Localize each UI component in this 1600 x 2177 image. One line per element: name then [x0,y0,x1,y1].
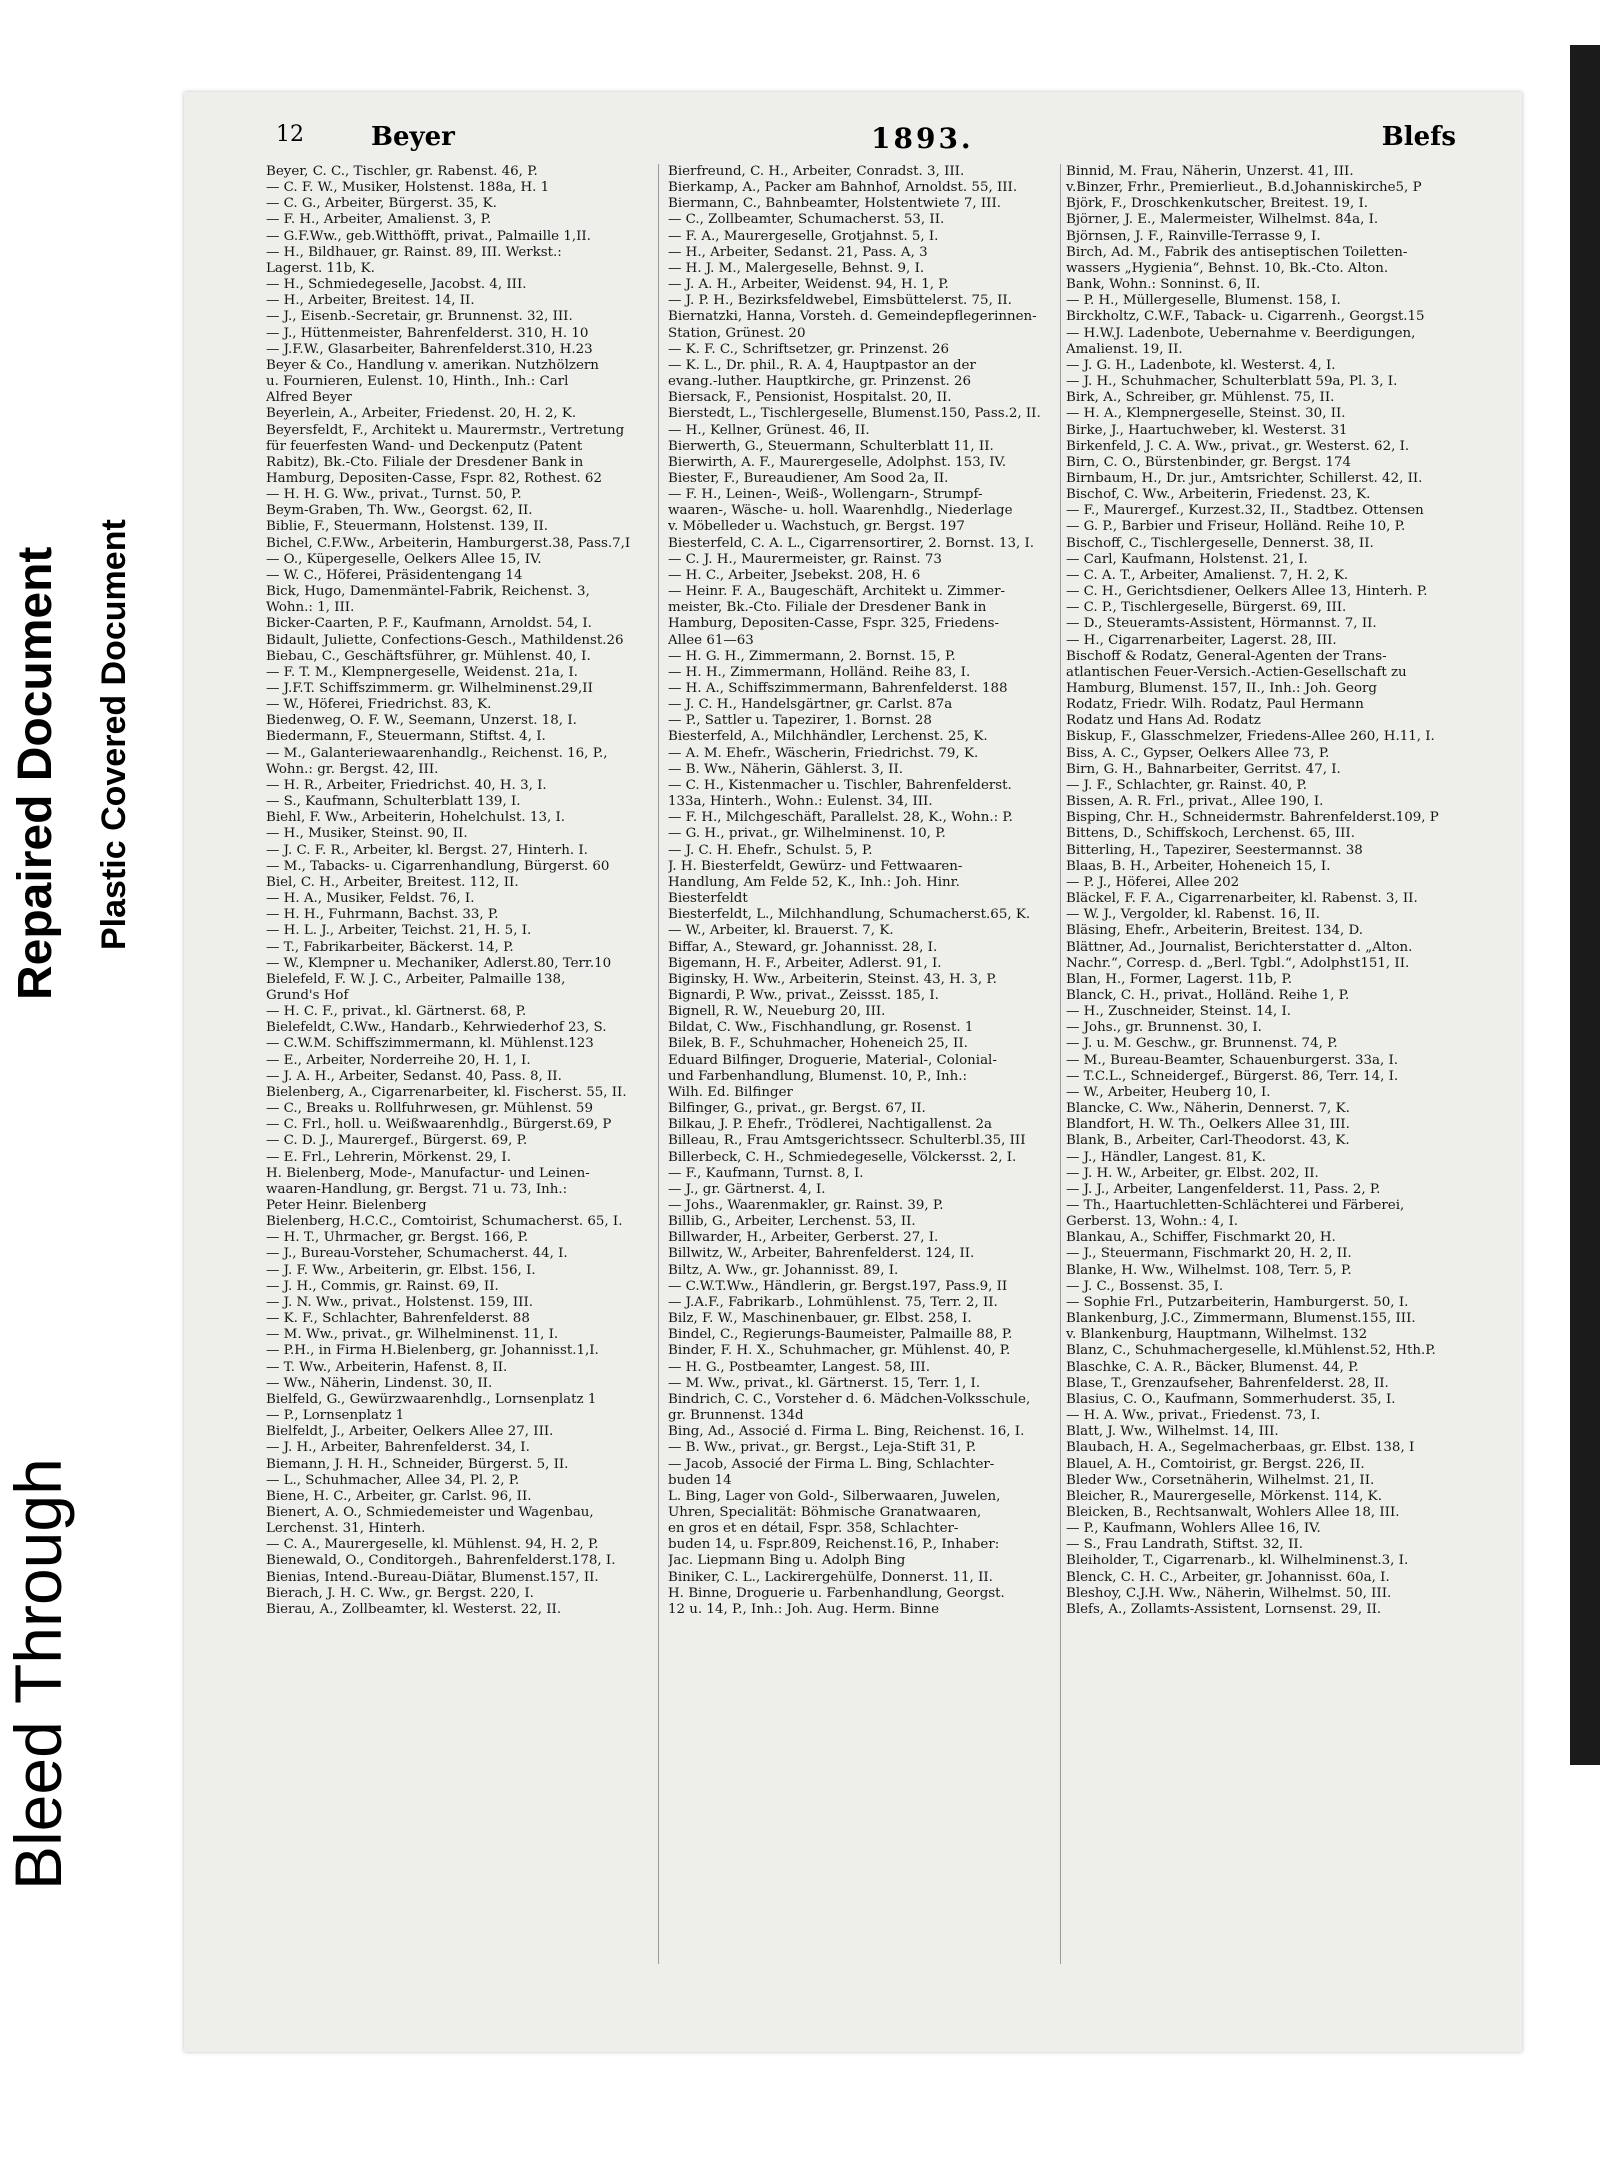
directory-entry-line: Wohn.: 1, III. [266,600,355,616]
directory-entry-line: Bielfeld, G., Gewürzwaarenhdlg., Lornsenplatz 1 [266,1391,597,1407]
directory-entry-line: — H., Arbeiter, Breitest. 14, II. [266,293,475,309]
directory-entry-line: Lerchenst. 31, Hinterh. [266,1521,426,1537]
directory-entry-line: Station, Grünest. 20 [668,325,806,341]
directory-entry-line: — J. C. H. Ehefr., Schulst. 5, P. [668,842,873,858]
directory-entry-line: Eduard Bilfinger, Droguerie, Material-, Colonial- [668,1052,997,1068]
directory-entry-line: Biehl, F. Ww., Arbeiterin, Hohelchulst. 13, I. [266,810,566,826]
directory-entry-line: Hamburg, Blumenst. 157, II., Inh.: Joh. Georg [1066,681,1378,696]
directory-entry-line: — J. u. M. Geschw., gr. Brunnenst. 74, P. [1066,1036,1338,1052]
directory-entry-line: Birn, G. H., Bahnarbeiter, Gerritst. 47, I. [1066,761,1341,777]
directory-entry-line: — H. H., Fuhrmann, Bachst. 33, P. [266,907,499,923]
directory-entry-line: 133a, Hinterh., Wohn.: Eulenst. 34, III. [668,794,933,810]
directory-entry-line: — D., Steueramts-Assistent, Hörmannst. 7, II. [1066,616,1377,632]
directory-entry-line: — C. A. T., Arbeiter, Amalienst. 7, H. 2, K. [1066,567,1349,583]
directory-entry-line: Blaas, B. H., Arbeiter, Hoheneich 15, I. [1066,858,1331,874]
directory-entry-line: Alfred Beyer [266,390,352,406]
directory-entry-line: Bilfinger, G., privat., gr. Bergst. 67, II. [668,1101,926,1117]
directory-entry-line: — J., Steuermann, Fischmarkt 20, H. 2, II. [1066,1246,1352,1262]
directory-entry-line: — F. T. M., Klempnergeselle, Weidenst. 21a, I. [266,664,578,680]
directory-entry-line: Biskup, F., Glasschmelzer, Friedens-Allee 260, H.11, I. [1066,729,1435,745]
directory-entry-line: Beyer & Co., Handlung v. amerikan. Nutzhölzern [266,357,599,373]
directory-entry-line: — F. H., Arbeiter, Amalienst. 3, P. [266,212,492,228]
directory-entry-line: — P., Sattler u. Tapezirer, 1. Bornst. 28 [668,713,932,729]
page-header [276,122,1456,162]
directory-entry-line: Bidault, Juliette, Confections-Gesch., Mathildenst.26 [266,632,624,648]
directory-entry-line: Bignardi, P. Ww., privat., Zeissst. 185, I. [668,987,939,1003]
directory-entry-line: Rodatz, Friedr. Wilh. Rodatz, Paul Hermann [1066,697,1364,713]
directory-entry-line: — B. Ww., privat., gr. Bergst., Leja-Stift 31, P. [668,1440,977,1456]
directory-entry-line: Binnid, M. Frau, Näherin, Unzerst. 41, III. [1066,164,1354,179]
directory-entry-line: Bielefeld, F. W. J. C., Arbeiter, Palmaille 138, [266,971,566,987]
directory-entry-line: — E. Frl., Lehrerin, Mörkenst. 29, I. [266,1149,511,1165]
directory-entry-line: — J.A.F., Fabrikarb., Lohmühlenst. 75, Terr. 2, II. [668,1294,998,1310]
directory-entry-line: und Farbenhandlung, Blumenst. 10, P., Inh.: [668,1068,968,1084]
directory-entry-line: — Johs., Waarenmakler, gr. Rainst. 39, P. [668,1198,944,1213]
directory-entry-line: Birkenfeld, J. C. A. Ww., privat., gr. Westerst. 62, I. [1066,438,1410,454]
directory-entry-line: Blanke, H. Ww., Wilhelmst. 108, Terr. 5, P. [1066,1262,1352,1278]
directory-entry-line: — P. J., Höferei, Allee 202 [1066,874,1240,890]
directory-page [184,92,1522,2052]
directory-entry-line: — F., Kaufmann, Turnst. 8, I. [668,1165,864,1181]
directory-entry-line: — H. L. J., Arbeiter, Teichst. 21, H. 5, I. [266,923,532,939]
directory-entry-line: — A. M. Ehefr., Wäscherin, Friedrichst. 79, K. [668,745,979,761]
directory-entry-line: — S., Frau Landrath, Stiftst. 32, II. [1066,1537,1303,1553]
directory-entry-line: — M. Ww., privat., gr. Wilhelminenst. 11, I. [266,1327,559,1343]
directory-entry-line: v. Möbelleder u. Wachstuch, gr. Bergst. 197 [668,519,965,535]
directory-entry-line: Blandfort, H. W. Th., Oelkers Allee 31, III. [1066,1117,1350,1133]
directory-entry-line: — S., Kaufmann, Schulterblatt 139, I. [266,794,521,810]
directory-entry-line: 12 u. 14, P., Inh.: Joh. Aug. Herm. Binne [668,1601,940,1617]
directory-entry-line: Blauel, A. H., Comtoirist, gr. Bergst. 226, II. [1066,1456,1365,1472]
directory-entry-line: — C. P., Tischlergeselle, Bürgerst. 69, III. [1066,600,1347,616]
directory-entry-line: Bichel, C.F.Ww., Arbeiterin, Hamburgerst.38, Pass.7,I [266,535,631,551]
directory-entry-line: Bindel, C., Regierungs-Baumeister, Palmaille 88, P. [668,1327,1013,1343]
directory-entry-line: — F., Maurergef., Kurzest.32, II., Stadtbez. Ottensen [1066,503,1424,519]
directory-entry-line: Blefs, A., Zollamts-Assistent, Lornsenst. 29, II. [1066,1601,1382,1617]
directory-entry-line: — P., Lornsenplatz 1 [266,1408,405,1424]
repaired-document-label: Repaired Document [9,546,62,1000]
directory-entry-line: Bienert, A. O., Schmiedemeister und Wagenbau, [266,1504,594,1520]
directory-entry-line: — T., Fabrikarbeiter, Bäckerst. 14, P. [266,939,514,955]
directory-entry-line: Biester, F., Bureaudiener, Am Sood 2a, II. [668,470,949,486]
directory-entry-line: Gerberst. 13, Wohn.: 4, I. [1066,1214,1239,1230]
directory-entry-line: Biesterfeld, C. A. L., Cigarrensortirer, 2. Bornst. 13, I. [668,535,1035,551]
directory-entry-line: Peter Heinr. Bielenberg [266,1198,427,1213]
directory-entry-line: — C. G., Arbeiter, Bürgerst. 35, K. [266,196,497,212]
directory-entry-line: Hamburg, Depositen-Casse, Fspr. 82, Rothest. 62 [266,470,602,486]
directory-entry-line: Beyer, C. C., Tischler, gr. Rabenst. 46, P. [266,164,538,179]
directory-entry-line: — C.W.M. Schiffszimmermann, kl. Mühlenst.123 [266,1036,594,1052]
directory-entry-line: — J. G. H., Ladenbote, kl. Westerst. 4, I. [1066,357,1336,373]
directory-entry-line: — H., Musiker, Steinst. 90, II. [266,826,468,842]
directory-entry-line: Bischoff & Rodatz, General-Agenten der Trans- [1066,648,1387,664]
directory-entry-line: Jac. Liepmann Bing u. Adolph Bing [668,1553,906,1569]
directory-entry-line: Bissen, A. R. Frl., privat., Allee 190, I. [1066,794,1324,810]
directory-entry-line: — C.W.T.Ww., Händlerin, gr. Bergst.197, Pass.9, II [668,1278,1008,1294]
directory-entry-line: Blancke, C. Ww., Näherin, Dennerst. 7, K. [1066,1101,1350,1117]
directory-entry-line: — J. F., Schlachter, gr. Rainst. 40, P. [1066,777,1308,793]
directory-entry-line: Billib, G., Arbeiter, Lerchenst. 53, II. [668,1214,916,1230]
plastic-covered-label: Plastic Covered Document [95,519,133,950]
directory-entry-line: Blaubach, H. A., Segelmacherbaas, gr. Elbst. 138, I [1066,1440,1415,1456]
directory-entry-line: Bierwirth, A. F., Maurergeselle, Adolphst. 153, IV. [668,454,1007,470]
directory-entry-line: gr. Brunnenst. 134d [668,1408,804,1424]
directory-entry-line: wassers „Hygienia“, Behnst. 10, Bk.-Cto. Alton. [1066,260,1389,276]
directory-entry-line: — K. F., Schlachter, Bahrenfelderst. 88 [266,1311,530,1327]
directory-entry-line: Biginsky, H. Ww., Arbeiterin, Steinst. 43, H. 3, P. [668,971,997,987]
directory-entry-line: Beyersfeldt, F., Architekt u. Maurermstr., Vertretung [266,422,625,438]
directory-column-2 [668,164,1048,1618]
directory-entry-line: Binder, F. H. X., Schuhmacher, gr. Mühlenst. 40, P. [668,1343,1011,1359]
directory-entry-line: Billwarder, H., Arbeiter, Gerberst. 27, I. [668,1230,939,1246]
directory-entry-line: Bierau, A., Zollbeamter, kl. Westerst. 22, II. [266,1601,562,1617]
directory-entry-line: — W. C., Höferei, Präsidentengang 14 [266,567,523,583]
directory-entry-line: — G.F.Ww., geb.Witthöfft, privat., Palmaille 1,II. [266,228,591,244]
directory-entry-line: Birke, J., Haartuchweber, kl. Westerst. 31 [1066,422,1348,438]
directory-entry-line: Bierstedt, L., Tischlergeselle, Blumenst.150, Pass.2, II. [668,406,1041,422]
directory-entry-line: — W., Arbeiter, Heuberg 10, I. [1066,1084,1271,1100]
header-year: 1893. [871,122,974,155]
directory-entry-line: Bitterling, H., Tapezirer, Seestermannst. 38 [1066,842,1363,858]
directory-entry-line: — P. H., Müllergeselle, Blumenst. 158, I. [1066,293,1341,309]
directory-entry-line: Bleder Ww., Corsetnäherin, Wilhelmst. 21, II. [1066,1472,1375,1488]
directory-entry-line: Rabitz), Bk.-Cto. Filiale der Dresdener Bank in [266,454,584,470]
directory-entry-line: Bierfreund, C. H., Arbeiter, Conradst. 3, III. [668,164,965,179]
directory-entry-line: Biblie, F., Steuermann, Holstenst. 139, II. [266,519,549,535]
directory-entry-line: — F. A., Maurergeselle, Grotjahnst. 5, I. [668,228,939,244]
directory-entry-line: — C. D. J., Maurergef., Bürgerst. 69, P. [266,1133,528,1149]
directory-entry-line: Bignell, R. W., Neueburg 20, III. [668,1004,886,1020]
directory-entry-line: Billwitz, W., Arbeiter, Bahrenfelderst. 124, II. [668,1246,975,1262]
directory-entry-line: — J., Eisenb.-Secretair, gr. Brunnenst. 32, III. [266,309,573,325]
directory-entry-line: Lagerst. 11b, K. [266,260,375,276]
directory-entry-line: — H. G. H., Zimmermann, 2. Bornst. 15, P. [668,648,956,664]
directory-entry-line: — W. J., Vergolder, kl. Rabenst. 16, II. [1066,907,1320,923]
directory-entry-line: — H., Zuschneider, Steinst. 14, I. [1066,1004,1292,1020]
directory-entry-line: H. Bielenberg, Mode-, Manufactur- und Leinen- [266,1165,590,1181]
directory-entry-line: Amalienst. 19, II. [1066,341,1183,357]
directory-entry-line: Blenck, C. H. C., Arbeiter, gr. Johannisst. 60a, I. [1066,1569,1390,1585]
directory-entry-line: — J., Bureau-Vorsteher, Schumacherst. 44, I. [266,1246,568,1262]
directory-entry-line: — F. H., Milchgeschäft, Parallelst. 28, K., Wohn.: P. [668,810,1013,826]
directory-entry-line: — H. A. Ww., privat., Friedenst. 73, I. [1066,1408,1321,1424]
directory-entry-line: Bisping, Chr. H., Schneidermstr. Bahrenfelderst.109, P [1066,810,1439,826]
directory-entry-line: H. Binne, Droguerie u. Farbenhandlung, Georgst. [668,1585,1005,1601]
directory-entry-line: — K. F. C., Schriftsetzer, gr. Prinzenst. 26 [668,341,950,357]
directory-entry-line: Björnsen, J. F., Rainville-Terrasse 9, I. [1066,228,1321,244]
directory-entry-line: — C. A., Maurergeselle, kl. Mühlenst. 94, H. 2, P. [266,1537,599,1553]
directory-entry-line: Blanz, C., Schuhmachergeselle, kl.Mühlenst.52, Hth.P. [1066,1343,1436,1359]
directory-entry-line: — C. Frl., holl. u. Weißwaarenhdlg., Bürgerst.69, P [266,1117,612,1133]
directory-entry-line: — J., gr. Gärtnerst. 4, I. [668,1181,826,1197]
directory-entry-line: Bielenberg, H.C.C., Comtoirist, Schumacherst. 65, I. [266,1214,623,1230]
directory-column-3 [1066,164,1456,1618]
directory-entry-line: Bierkamp, A., Packer am Bahnhof, Arnoldst. 55, III. [668,180,1018,196]
directory-entry-line: — H. H. G. Ww., privat., Turnst. 50, P. [266,487,522,503]
directory-entry-line: Björk, F., Droschkenkutscher, Breitest. 19, I. [1066,196,1369,212]
page-number: 12 [276,122,304,147]
directory-entry-line: — J. F. Ww., Arbeiterin, gr. Elbst. 156, I. [266,1262,536,1278]
directory-entry-line: Bläckel, F. F. A., Cigarrenarbeiter, kl. Rabenst. 3, II. [1066,891,1418,907]
directory-entry-line: — Heinr. F. A., Baugeschäft, Architekt u. Zimmer- [668,584,1006,600]
scan-dark-edge [1570,45,1600,1765]
directory-entry-line: — H., Cigarrenarbeiter, Lagerst. 28, III. [1066,632,1337,648]
directory-entry-line: — C. H., Gerichtsdiener, Oelkers Allee 13, Hinterh. P. [1066,584,1428,600]
directory-entry-line: L. Bing, Lager von Gold-, Silberwaaren, Juwelen, [668,1488,1001,1504]
directory-entry-line: Biernatzki, Hanna, Vorsteh. d. Gemeindepflegerinnen- [668,309,1037,325]
directory-entry-line: meister, Bk.-Cto. Filiale der Dresdener Bank in [668,600,987,616]
directory-entry-line: Beym-Graben, Th. Ww., Georgst. 62, II. [266,503,533,519]
directory-entry-line: — Ww., Näherin, Lindenst. 30, II. [266,1375,493,1391]
directory-entry-line: Blaschke, C. A. R., Bäcker, Blumenst. 44, P. [1066,1359,1359,1375]
directory-entry-line: — H. G., Postbeamter, Langest. 58, III. [668,1359,930,1375]
directory-entry-line: — J. C., Bossenst. 35, I. [1066,1278,1224,1294]
directory-entry-line: Biltz, A. Ww., gr. Johannisst. 89, I. [668,1262,899,1278]
directory-entry-line: Blan, H., Former, Lagerst. 11b, P. [1066,971,1292,987]
directory-entry-line: — J., Hüttenmeister, Bahrenfelderst. 310, H. 10 [266,325,589,341]
directory-entry-line: — H. A., Klempnergeselle, Steinst. 30, II. [1066,406,1346,422]
directory-entry-line: — J. H., Arbeiter, Bahrenfelderst. 34, I. [266,1440,530,1456]
directory-entry-line: — Th., Haartuchletten-Schlächterei und Färberei, [1066,1198,1405,1213]
directory-entry-line: Handlung, Am Felde 52, K., Inh.: Joh. Hinr. [668,874,960,890]
directory-entry-line: Nachr.“, Corresp. d. „Berl. Tgbl.“, Adolphst151, II. [1066,955,1410,971]
directory-entry-line: — C. F. W., Musiker, Holstenst. 188a, H. 1 [266,180,550,196]
directory-entry-line: Biesterfeldt, L., Milchhandlung, Schumacherst.65, K. [668,907,1031,923]
directory-entry-line: — H. T., Uhrmacher, gr. Bergst. 166, P. [266,1230,529,1246]
directory-entry-line: Bielefeldt, C.Ww., Handarb., Kehrwiederhof 23, S. [266,1020,607,1036]
directory-entry-line: — Sophie Frl., Putzarbeiterin, Hamburgerst. 50, I. [1066,1294,1409,1310]
directory-entry-line: Biene, H. C., Arbeiter, gr. Carlst. 96, II. [266,1488,532,1504]
directory-entry-line: — L., Schuhmacher, Allee 34, Pl. 2, P. [266,1472,520,1488]
directory-entry-line: — G. P., Barbier und Friseur, Holländ. Reihe 10, P. [1066,519,1406,535]
directory-entry-line: Biedermann, F., Steuermann, Stiftst. 4, I. [266,729,546,745]
directory-entry-line: Bischoff, C., Tischlergeselle, Dennerst. 38, II. [1066,535,1374,551]
directory-entry-line: Bielenberg, A., Cigarrenarbeiter, kl. Fischerst. 55, II. [266,1084,627,1100]
directory-entry-line: Blanck, C. H., privat., Holländ. Reihe 1, P. [1066,987,1350,1003]
directory-entry-line: — J.F.W., Glasarbeiter, Bahrenfelderst.310, H.23 [266,341,593,357]
directory-entry-line: — J. H., Schuhmacher, Schulterblatt 59a, Pl. 3, I. [1066,374,1398,390]
directory-entry-line: evang.-luther. Hauptkirche, gr. Prinzenst. 26 [668,374,972,390]
directory-entry-line: Bick, Hugo, Damenmäntel-Fabrik, Reichenst. 3, [266,584,590,600]
directory-entry-line: Bilz, F. W., Maschinenbauer, gr. Elbst. 258, I. [668,1311,972,1327]
directory-entry-line: Bierwerth, G., Steuermann, Schulterblatt 11, II. [668,438,994,454]
directory-entry-line: — H. J. M., Malergeselle, Behnst. 9, I. [668,260,925,276]
directory-entry-line: Blatt, J. Ww., Wilhelmst. 14, III. [1066,1424,1279,1440]
directory-entry-line: Blase, T., Grenzaufseher, Bahrenfelderst. 28, II. [1066,1375,1389,1391]
directory-entry-line: — C. H., Kistenmacher u. Tischler, Bahrenfelderst. [668,777,1012,793]
directory-entry-line: Allee 61—63 [668,632,754,648]
directory-entry-line: — J. N. Ww., privat., Holstenst. 159, III. [266,1294,534,1310]
directory-entry-line: — M., Bureau-Beamter, Schauenburgerst. 33a, I. [1066,1052,1399,1068]
directory-entry-line: Blankenburg, J.C., Zimmermann, Blumenst.155, III. [1066,1311,1416,1327]
directory-entry-line: Biedenweg, O. F. W., Seemann, Unzerst. 18, I. [266,713,577,729]
directory-column-1 [266,164,646,1618]
directory-entry-line: — W., Klempner u. Mechaniker, Adlerst.80, Terr.10 [266,955,612,971]
directory-entry-line: Birk, A., Schreiber, gr. Mühlenst. 75, II. [1066,390,1335,406]
directory-entry-line: — W., Höferei, Friedrichst. 83, K. [266,697,492,713]
directory-entry-line: Bienewald, O., Conditorgeh., Bahrenfelderst.178, I. [266,1553,616,1569]
directory-entry-line: — J. J., Arbeiter, Langenfelderst. 11, Pass. 2, P. [1066,1181,1381,1197]
directory-entry-line: — H. R., Arbeiter, Friedrichst. 40, H. 3, I. [266,777,547,793]
directory-entry-line: Biel, C. H., Arbeiter, Breitest. 112, II. [266,874,519,890]
directory-entry-line: — Johs., gr. Brunnenst. 30, I. [1066,1020,1262,1036]
directory-entry-line: — F. H., Leinen-, Weiß-, Wollengarn-, Strumpf- [668,487,983,503]
directory-entry-line: — J. C. F. R., Arbeiter, kl. Bergst. 27, Hinterh. I. [266,842,588,858]
directory-entry-line: — Carl, Kaufmann, Holstenst. 21, I. [1066,551,1308,567]
directory-entry-line: — C., Zollbeamter, Schumacherst. 53, II. [668,212,945,228]
directory-entry-line: Birckholtz, C.W.F., Taback- u. Cigarrenh., Georgst.15 [1066,309,1425,325]
header-right-keyword: Blefs [1381,122,1456,152]
directory-entry-line: Wilh. Ed. Bilfinger [668,1084,793,1100]
directory-entry-line: Bierach, J. H. C. Ww., gr. Bergst. 220, I. [266,1585,534,1601]
directory-entry-line: Bildat, C. Ww., Fischhandlung, gr. Rosenst. 1 [668,1020,974,1036]
directory-entry-line: — J. H., Commis, gr. Rainst. 69, II. [266,1278,499,1294]
directory-entry-line: Bleshoy, C.J.H. Ww., Näherin, Wilhelmst. 50, III. [1066,1585,1392,1601]
directory-entry-line: v. Blankenburg, Hauptmann, Wilhelmst. 132 [1066,1327,1368,1343]
directory-entry-line: — H.W.J. Ladenbote, Uebernahme v. Beerdigungen, [1066,325,1416,341]
directory-entry-line: — T.C.L., Schneidergef., Bürgerst. 86, Terr. 14, I. [1066,1068,1399,1084]
directory-entry-line: — O., Küpergeselle, Oelkers Allee 15, IV. [266,551,542,567]
directory-entry-line: Bläsing, Ehefr., Arbeiterin, Breitest. 134, D. [1066,923,1364,939]
directory-entry-line: Uhren, Specialität: Böhmische Granatwaaren, [668,1504,982,1520]
directory-entry-line: — J. C. H., Handelsgärtner, gr. Carlst. 87a [668,697,953,713]
directory-entry-line: Bittens, D., Schiffskoch, Lerchenst. 65, III. [1066,826,1355,842]
directory-entry-line: Bielfeldt, J., Arbeiter, Oelkers Allee 27, III. [266,1424,554,1440]
column-divider [1060,164,1061,1964]
header-left-keyword: Beyer [371,122,455,152]
directory-entry-line: — H. A., Musiker, Feldst. 76, I. [266,891,475,907]
directory-entry-line: — E., Arbeiter, Norderreihe 20, H. 1, I. [266,1052,531,1068]
directory-entry-line: waaren-, Wäsche- u. holl. Waarenhdlg., Niederlage [668,503,1013,519]
directory-entry-line: Billerbeck, C. H., Schmiedegeselle, Völckersst. 2, I. [668,1149,1017,1165]
directory-entry-line: atlantischen Feuer-Versich.-Actien-Gesellschaft zu [1066,664,1407,680]
directory-entry-line: Blasius, C. O., Kaufmann, Sommerhuderst. 35, I. [1066,1391,1396,1407]
directory-entry-line: — J. A. H., Arbeiter, Weidenst. 94, H. 1, P. [668,277,949,293]
directory-entry-line: Bank, Wohn.: Sonninst. 6, II. [1066,277,1261,293]
directory-entry-line: Biebau, C., Geschäftsführer, gr. Mühlenst. 40, I. [266,648,591,664]
directory-entry-line: Bienias, Intend.-Bureau-Diätar, Blumenst.157, II. [266,1569,599,1585]
directory-entry-line: Bleicken, B., Rechtsanwalt, Wohlers Allee 18, III. [1066,1504,1400,1520]
directory-entry-line: — T. Ww., Arbeiterin, Hafenst. 8, II. [266,1359,508,1375]
directory-entry-line: — J. H. W., Arbeiter, gr. Elbst. 202, II. [1066,1165,1319,1181]
directory-entry-line: Bilkau, J. P. Ehefr., Trödlerei, Nachtigallenst. 2a [668,1117,992,1133]
directory-entry-line: Hamburg, Depositen-Casse, Fspr. 325, Friedens- [668,616,1000,632]
directory-entry-line: Blankau, A., Schiffer, Fischmarkt 20, H. [1066,1230,1336,1246]
directory-entry-line: — H. H., Zimmermann, Holländ. Reihe 83, I. [668,664,971,680]
directory-entry-line: — H. A., Schiffszimmermann, Bahrenfelderst. 188 [668,681,1008,696]
directory-entry-line: — J. P. H., Bezirksfeldwebel, Eimsbüttelerst. 75, II. [668,293,1012,309]
directory-entry-line: waaren-Handlung, gr. Bergst. 71 u. 73, Inh.: [266,1181,568,1197]
directory-entry-line: — J. A. H., Arbeiter, Sedanst. 40, Pass. 8, II. [266,1068,562,1084]
directory-entry-line: — B. Ww., Näherin, Gählerst. 3, II. [668,761,904,777]
directory-entry-line: — K. L., Dr. phil., R. A. 4, Hauptpastor an der [668,357,976,373]
directory-entry-line: — C., Breaks u. Rollfuhrwesen, gr. Mühlenst. 59 [266,1101,593,1117]
directory-entry-line: Björner, J. E., Malermeister, Wilhelmst. 84a, I. [1066,212,1379,228]
directory-entry-line: — H. C. F., privat., kl. Gärtnerst. 68, P. [266,1004,527,1020]
directory-entry-line: Biesterfeld, A., Milchhändler, Lerchenst. 25, K. [668,729,988,745]
directory-entry-line: — J.F.T. Schiffszimmerm. gr. Wilhelminenst.29,II [266,681,593,696]
directory-entry-line: Bleiholder, T., Cigarrenarb., kl. Wilhelminenst.3, I. [1066,1553,1409,1569]
column-divider [658,164,659,1964]
directory-entry-line: Blättner, Ad., Journalist, Berichterstatter d. „Alton. [1066,939,1413,955]
directory-entry-line: Bilek, B. F., Schuhmacher, Hoheneich 25, II. [668,1036,968,1052]
directory-entry-line: Grund's Hof [266,987,349,1003]
directory-entry-line: — P., Kaufmann, Wohlers Allee 16, IV. [1066,1521,1321,1537]
directory-entry-line: Blank, B., Arbeiter, Carl-Theodorst. 43, K. [1066,1133,1350,1149]
directory-entry-line: — H., Arbeiter, Sedanst. 21, Pass. A, 3 [668,244,928,260]
directory-entry-line: Biermann, C., Bahnbeamter, Holstentwiete 7, III. [668,196,1002,212]
directory-entry-line: für feuerfesten Wand- und Deckenputz (Patent [266,438,583,454]
directory-entry-line: u. Fournieren, Eulenst. 10, Hinth., Inh.: Carl [266,374,569,390]
directory-entry-line: — P.H., in Firma H.Bielenberg, gr. Johannisst.1,I. [266,1343,599,1359]
directory-entry-line: — H., Kellner, Grünest. 46, II. [668,422,870,438]
directory-entry-line: Bigemann, H. F., Arbeiter, Adlerst. 91, I. [668,955,942,971]
directory-entry-line: — Jacob, Associé der Firma L. Bing, Schlachter- [668,1456,995,1472]
directory-entry-line: Bindrich, C. C., Vorsteher d. 6. Mädchen-Volksschule, [668,1391,1031,1407]
directory-entry-line: — M., Tabacks- u. Cigarrenhandlung, Bürgerst. 60 [266,858,610,874]
directory-entry-line: en gros et en détail, Fspr. 358, Schlachter- [668,1521,959,1537]
directory-entry-line: v.Binzer, Frhr., Premierlieut., B.d.Johanniskirche5, P [1066,180,1422,196]
directory-entry-line: Bleicher, R., Maurergeselle, Mörkenst. 114, K. [1066,1488,1382,1504]
directory-entry-line: Bing, Ad., Associé d. Firma L. Bing, Reichenst. 16, I. [668,1424,1025,1440]
directory-entry-line: — M., Galanteriewaarenhandlg., Reichenst. 16, P., [266,745,608,761]
directory-entry-line: — W., Arbeiter, kl. Brauerst. 7, K. [668,923,894,939]
directory-entry-line: buden 14 [668,1472,732,1488]
directory-entry-line: — H., Schmiedegeselle, Jacobst. 4, III. [266,277,527,293]
directory-entry-line: — M. Ww., privat., kl. Gärtnerst. 15, Terr. 1, I. [668,1375,981,1391]
directory-entry-line: — G. H., privat., gr. Wilhelminenst. 10, P. [668,826,946,842]
bleed-through-label: Bleed Through [1,1458,75,1890]
directory-entry-line: Billeau, R., Frau Amtsgerichtssecr. Schulterbl.35, III [668,1133,1026,1149]
directory-entry-line: Rodatz und Hans Ad. Rodatz [1066,713,1261,729]
directory-entry-line: — C. J. H., Maurermeister, gr. Rainst. 73 [668,551,942,567]
directory-entry-line: Biffar, A., Steward, gr. Johannisst. 28, I. [668,939,938,955]
directory-entry-line: buden 14, u. Fspr.809, Reichenst.16, P., Inhaber: [668,1537,1000,1553]
directory-entry-line: Wohn.: gr. Bergst. 42, III. [266,761,439,777]
directory-entry-line: Biniker, C. L., Lackirergehülfe, Donnerst. 11, II. [668,1569,993,1585]
directory-entry-line: Biss, A. C., Gypser, Oelkers Allee 73, P. [1066,745,1330,761]
directory-entry-line: Birn, C. O., Bürstenbinder, gr. Bergst. 174 [1066,454,1352,470]
directory-entry-line: Bischof, C. Ww., Arbeiterin, Friedenst. 23, K. [1066,487,1371,503]
directory-entry-line: Beyerlein, A., Arbeiter, Friedenst. 20, H. 2, K. [266,406,577,422]
directory-entry-line: Birnbaum, H., Dr. jur., Amtsrichter, Schillerst. 42, II. [1066,470,1423,486]
directory-entry-line: Biersack, F., Pensionist, Hospitalst. 20, II. [668,390,952,406]
directory-entry-line: Birch, Ad. M., Fabrik des antiseptischen Toiletten- [1066,244,1408,260]
directory-entry-line: — H., Bildhauer, gr. Rainst. 89, III. Werkst.: [266,244,562,260]
directory-entry-line: — J., Händler, Langest. 81, K. [1066,1149,1266,1165]
directory-entry-line: J. H. Biesterfeldt, Gewürz- und Fettwaaren- [668,858,963,874]
directory-entry-line: — H. C., Arbeiter, Jsebekst. 208, H. 6 [668,567,921,583]
directory-entry-line: Bicker-Caarten, P. F., Kaufmann, Arnoldst. 54, I. [266,616,592,632]
directory-entry-line: Biesterfeldt [668,891,748,907]
directory-entry-line: Biemann, J. H. H., Schneider, Bürgerst. 5, II. [266,1456,569,1472]
